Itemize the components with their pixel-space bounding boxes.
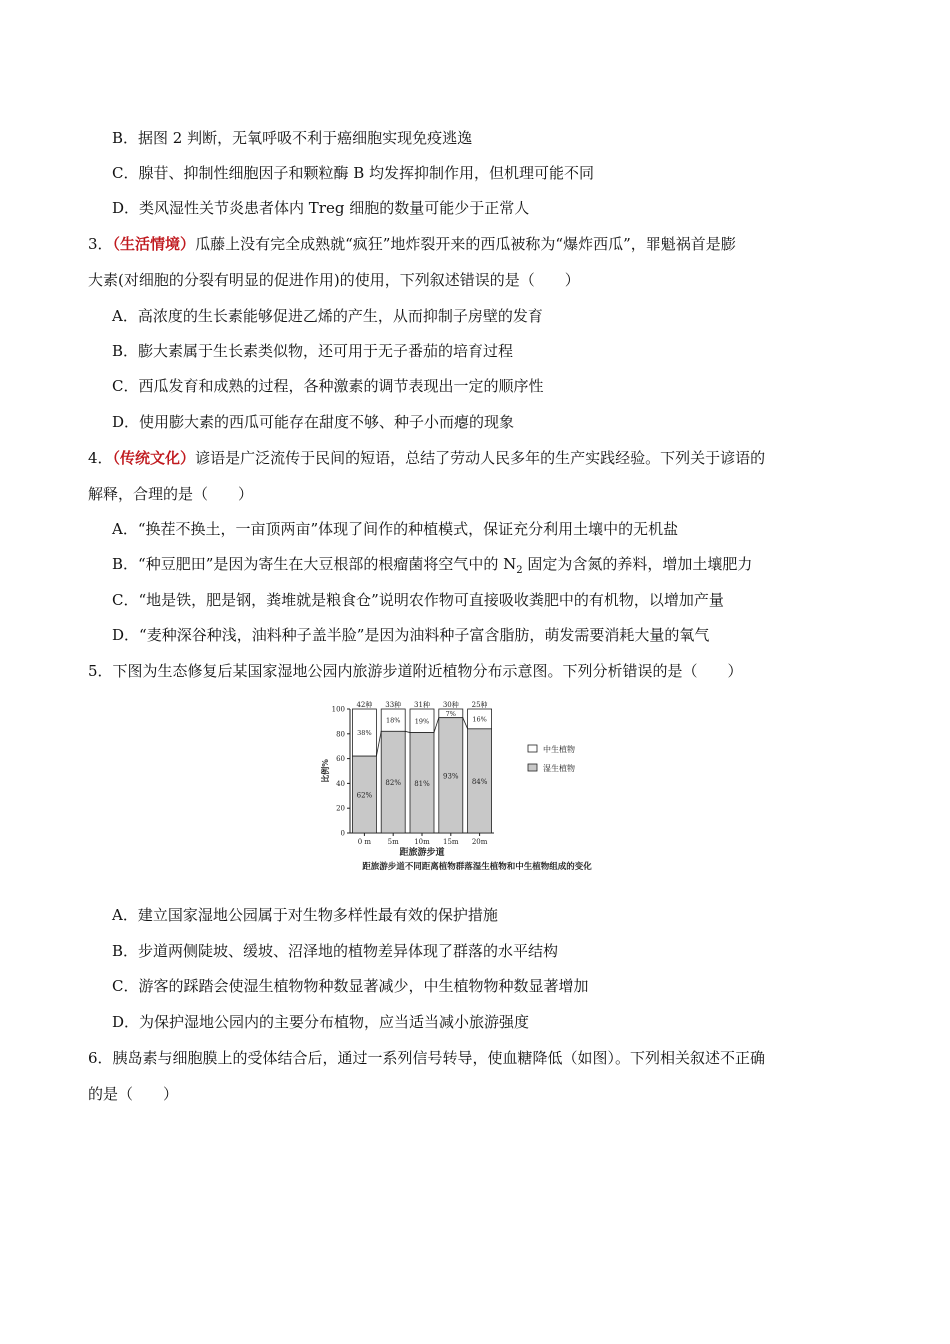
species-count-label: 31种 [414,701,430,709]
boundary-connector [463,718,468,729]
data-label-mesophyte: 38% [357,729,372,738]
q5-option-b: B．步道两侧陡坡、缓坡、沼泽地的植物差异体现了群落的水平结构 [112,942,559,960]
q5-option-c: C．游客的踩踏会使湿生植物物种数显著减少，中生植物物种数显著增加 [112,977,589,995]
q3-stem-text1: 瓜藤上没有完全成熟就“疯狂”地炸裂开来的西瓜被称为“爆炸西瓜”，罪魁祸首是膨 [195,235,736,253]
q5-chart [322,700,632,878]
q4-option-b-pre: B．“种豆肥田”是因为寄生在大豆根部的根瘤菌将空气中的 N [112,555,517,573]
data-label-mesophyte: 7% [445,709,456,718]
y-tick-label: 60 [336,755,345,764]
x-tick-label: 10m [414,838,430,846]
boundary-connector [434,718,439,733]
q3-option-c: C．西瓜发育和成熟的过程，各种激素的调节表现出一定的顺序性 [112,377,544,395]
species-count-label: 30种 [442,701,459,709]
q4-option-a: A．“换茬不换土，一亩顶两亩”体现了间作的种植模式，保证充分利用土壤中的无机盐 [112,520,679,538]
y-tick-label: 100 [331,705,345,714]
species-count-label: 25种 [471,701,488,709]
x-tick-label: 0 m [357,838,372,846]
q5-stem: 5．下图为生态修复后某国家湿地公园内旅游步道附近植物分布示意图。下列分析错误的是（ ） [88,662,743,680]
data-label-hygrophyte: 82% [385,779,401,788]
q2-option-b: B．据图 2 判断，无氧呼吸不利于癌细胞实现免疫逃逸 [112,129,473,147]
data-label-mesophyte: 18% [385,716,401,725]
boundary-connector [376,731,381,756]
q2-option-c: C．腺苷、抑制性细胞因子和颗粒酶 B 均发挥抑制作用，但机理可能不同 [112,164,595,182]
q4-number: 4． [88,449,113,467]
q6-stem-line2: 的是（ ） [88,1085,179,1103]
chart-title: 距旅游步道不同距离植物群落湿生植物和中生植物组成的变化 [362,862,592,872]
q4-option-c: C．“地是铁，肥是钢，粪堆就是粮食仓”说明农作物可直接吸收粪肥中的有机物，以增加产量 [112,591,724,609]
data-label-hygrophyte: 84% [471,777,488,786]
x-tick-label: 5m [387,838,399,846]
q3-number: 3． [88,235,113,253]
data-label-mesophyte: 16% [472,715,487,724]
q6-stem-line1: 6．胰岛素与细胞膜上的受体结合后，通过一系列信号转导，使血糖降低（如图）。下列相关叙述不正确 [88,1049,766,1067]
y-tick-label: 20 [336,804,345,813]
q4-stem-line2: 解释，合理的是（ ） [88,485,254,503]
q4-tag: （传统文化） [112,449,196,467]
x-tick-label: 15m [443,838,459,846]
y-tick-label: 0 [340,829,345,838]
legend-swatch-hygrophyte [528,764,537,771]
q4-option-d: D．“麦种深谷种浅，油料种子盖半脸”是因为油料种子富含脂肪，萌发需要消耗大量的氧气 [112,626,710,644]
data-label-hygrophyte: 93% [443,772,459,781]
bar-chart-svg [322,700,632,878]
q3-option-d: D．使用膨大素的西瓜可能存在甜度不够、种子小而瘪的现象 [112,413,515,431]
q3-option-b: B．膨大素属于生长素类似物，还可用于无子番茄的培育过程 [112,342,514,360]
q4-option-b-subscript: 2 [516,565,523,576]
q4-option-b [112,554,752,581]
x-axis-label: 距旅游步道 [399,848,445,858]
legend-label-mesophyte: 中生植物 [543,745,575,754]
boundary-connector [405,731,410,732]
y-tick-label: 40 [336,779,345,788]
q3-tag: （生活情境） [112,235,196,253]
y-tick-label: 80 [336,730,345,739]
legend-label-hygrophyte: 湿生植物 [543,764,575,773]
q2-option-d: D．类风湿性关节炎患者体内 Treg 细胞的数量可能少于正常人 [112,199,530,217]
q5-option-d: D．为保护湿地公园内的主要分布植物，应当适当减小旅游强度 [112,1013,530,1031]
data-label-mesophyte: 19% [414,717,430,726]
q4-stem-text1: 谚语是广泛流传于民间的短语，总结了劳动人民多年的生产实践经验。下列关于谚语的 [195,449,766,467]
x-tick-label: 20m [471,838,488,846]
data-label-hygrophyte: 81% [414,779,430,788]
y-axis-label: 比例% [320,759,330,783]
data-label-hygrophyte: 62% [356,791,373,800]
legend-swatch-mesophyte [528,745,537,752]
species-count-label: 42种 [356,701,373,709]
q3-stem-line2: 大素(对细胞的分裂有明显的促进作用)的使用，下列叙述错误的是（ ） [88,271,580,289]
q5-option-a: A．建立国家湿地公园属于对生物多样性最有效的保护措施 [112,906,498,924]
q4-option-b-post: 固定为含氮的养料，增加土壤肥力 [522,555,753,573]
q3-option-a: A．高浓度的生长素能够促进乙烯的产生，从而抑制子房壁的发育 [112,307,543,325]
q4-stem-line1 [88,448,765,468]
q3-stem-line1 [88,234,736,254]
species-count-label: 33种 [385,701,402,709]
